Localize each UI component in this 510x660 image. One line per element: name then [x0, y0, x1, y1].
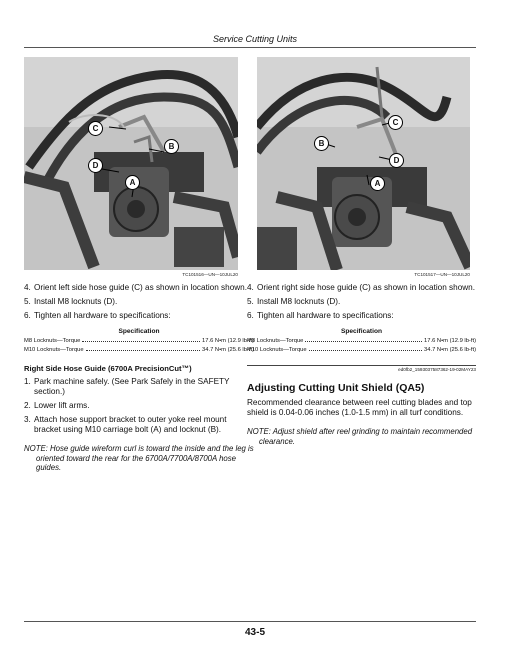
- adjusting-shield-heading: Adjusting Cutting Unit Shield (QA5): [247, 382, 425, 394]
- running-header: Service Cutting Units: [212, 34, 298, 44]
- right-photo-illustration: [257, 57, 470, 270]
- callout-d: D: [88, 158, 103, 173]
- callout-c: C: [388, 115, 403, 130]
- hose-guide-note: NOTE: Hose guide wireform curl is toward the inside and the leg is oriented toward the rear for the 6700A/7700A/8700A hose guides.: [24, 444, 254, 472]
- callout-b: B: [164, 139, 179, 154]
- dot-leader: [309, 350, 422, 351]
- right-spec-title: Specification: [340, 328, 383, 335]
- left-photo-illustration: [24, 57, 238, 270]
- left-spec-row: M8 Locknuts—Torque 17.6 N•m (12.9 lb-ft): [24, 338, 254, 344]
- callout-c: C: [88, 121, 103, 136]
- left-step-6: 6. Tighten all hardware to specifications:: [24, 311, 171, 320]
- callout-a: A: [125, 175, 140, 190]
- hose-guide-step-2: 2. Lower lift arms.: [24, 401, 90, 410]
- reference-code: ed0fb2_1593037587362-19-02MAY23: [398, 367, 476, 372]
- clearance-paragraph: Recommended clearance between reel cutting blades and top shield is 0.04-0.06 inches (1.0-1.5 mm) in all turf conditions.: [247, 398, 472, 417]
- footer-divider: [24, 621, 476, 622]
- hose-guide-step-1: 1. Park machine safely. (See Park Safely in the SAFETY section.): [24, 377, 230, 396]
- page-number: 43-5: [244, 627, 265, 638]
- left-photo-id: TC101516—UN—10JUL20: [182, 272, 238, 277]
- right-step-6: 6. Tighten all hardware to specifications:: [247, 311, 394, 320]
- hose-guide-step-3: 3. Attach hose support bracket to outer yoke reel mount bracket using M10 carriage bolt (A) and locknut (B).: [24, 415, 227, 434]
- header-divider: [24, 47, 476, 48]
- left-hose-guide-photo: [24, 57, 238, 270]
- callout-b: B: [314, 136, 329, 151]
- dot-leader: [86, 350, 200, 351]
- callout-d: D: [389, 153, 404, 168]
- dot-leader: [305, 341, 422, 342]
- right-step-5: 5. Install M8 locknuts (D).: [247, 297, 341, 306]
- left-spec-title: Specification: [118, 328, 160, 335]
- right-spec-row: M10 Locknuts—Torque 34.7 N•m (25.6 lb-ft): [247, 347, 476, 353]
- left-spec-row: M10 Locknuts—Torque 34.7 N•m (25.6 lb-ft): [24, 347, 254, 353]
- shield-note: NOTE: Adjust shield after reel grinding to maintain recommended clearance.: [247, 427, 473, 446]
- left-column: [24, 57, 254, 473]
- right-hose-guide-photo: [257, 57, 470, 270]
- right-spec-row: M8 Locknuts—Torque 17.6 N•m (12.9 lb-ft): [247, 338, 476, 344]
- section-divider: [247, 365, 476, 366]
- right-photo-id: TC101517—UN—10JUL20: [414, 272, 470, 277]
- right-step-4: 4. Orient right side hose guide (C) as shown in location shown.: [247, 283, 475, 292]
- right-column: [247, 57, 476, 446]
- callout-a: A: [370, 176, 385, 191]
- left-step-4: 4. Orient left side hose guide (C) as shown in location shown.: [24, 283, 247, 292]
- left-step-5: 5. Install M8 locknuts (D).: [24, 297, 118, 306]
- dot-leader: [82, 341, 200, 342]
- right-side-hose-guide-heading: Right Side Hose Guide (6700A PrecisionCut™): [24, 364, 192, 373]
